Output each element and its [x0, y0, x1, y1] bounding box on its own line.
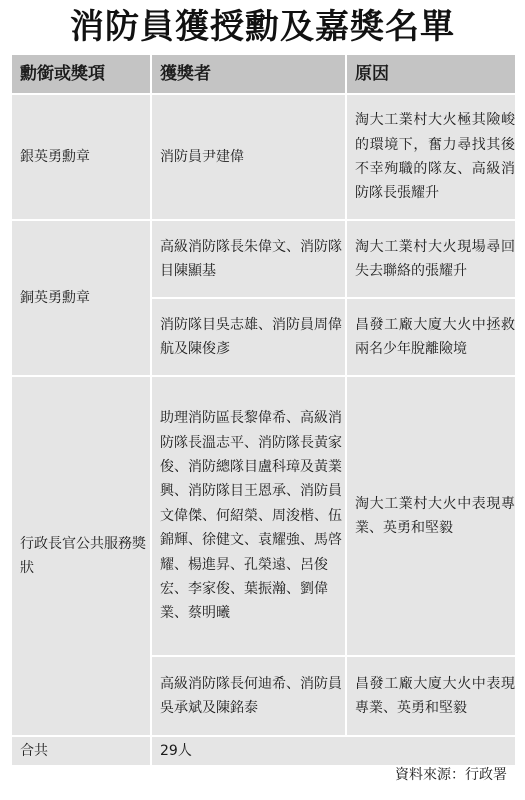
table-row [11, 220, 516, 298]
recipients-cell: 消防員尹建偉 [151, 94, 346, 220]
source-note: 資料來源：行政署 [395, 767, 507, 783]
page-title: 消防員獲授勳及嘉獎名單 [70, 7, 455, 47]
table-row [11, 376, 516, 656]
header-award: 勳銜或獎項 [11, 54, 151, 94]
award-cell: 銀英勇勳章 [11, 94, 151, 220]
recipients-cell: 高級消防隊長朱偉文、消防隊目陳顯基 [151, 220, 346, 298]
award-cell: 行政長官公共服務獎狀 [11, 376, 151, 736]
award-cell: 銅英勇勳章 [11, 220, 151, 376]
table-header-row [11, 54, 516, 94]
table-row [11, 94, 516, 220]
reason-cell: 昌發工廠大廈大火中表現專業、英勇和堅毅 [346, 656, 516, 736]
recipients-cell: 消防隊目吳志雄、消防員周偉航及陳俊彥 [151, 298, 346, 376]
total-label: 合共 [11, 736, 151, 766]
reason-cell: 淘大工業村大火中表現專業、英勇和堅毅 [346, 376, 516, 656]
header-recipients: 獲獎者 [151, 54, 346, 94]
total-value: 29人 [151, 736, 516, 766]
awards-table [10, 53, 517, 767]
total-row [11, 736, 516, 766]
reason-cell: 淘大工業村大火現場尋回失去聯絡的張耀升 [346, 220, 516, 298]
header-reason: 原因 [346, 54, 516, 94]
reason-cell: 淘大工業村大火極其險峻的環境下，奮力尋找其後不幸殉職的隊友、高級消防隊長張耀升 [346, 94, 516, 220]
reason-cell: 昌發工廠大廈大火中拯救兩名少年脫離險境 [346, 298, 516, 376]
recipients-cell: 高級消防隊長何迪希、消防員吳承斌及陳銘泰 [151, 656, 346, 736]
recipients-cell: 助理消防區長黎偉希、高級消防隊長溫志平、消防隊長黃家俊、消防總隊目盧科璋及黃業興、消防隊目王恩承、消防員文偉傑、何紹榮、周浚楷、伍錦輝、徐健文、袁耀強、馬啓耀、楊進昇、孔榮遠、呂俊宏、李家俊、葉振瀚、劉偉業、蔡明曦 [151, 376, 346, 656]
